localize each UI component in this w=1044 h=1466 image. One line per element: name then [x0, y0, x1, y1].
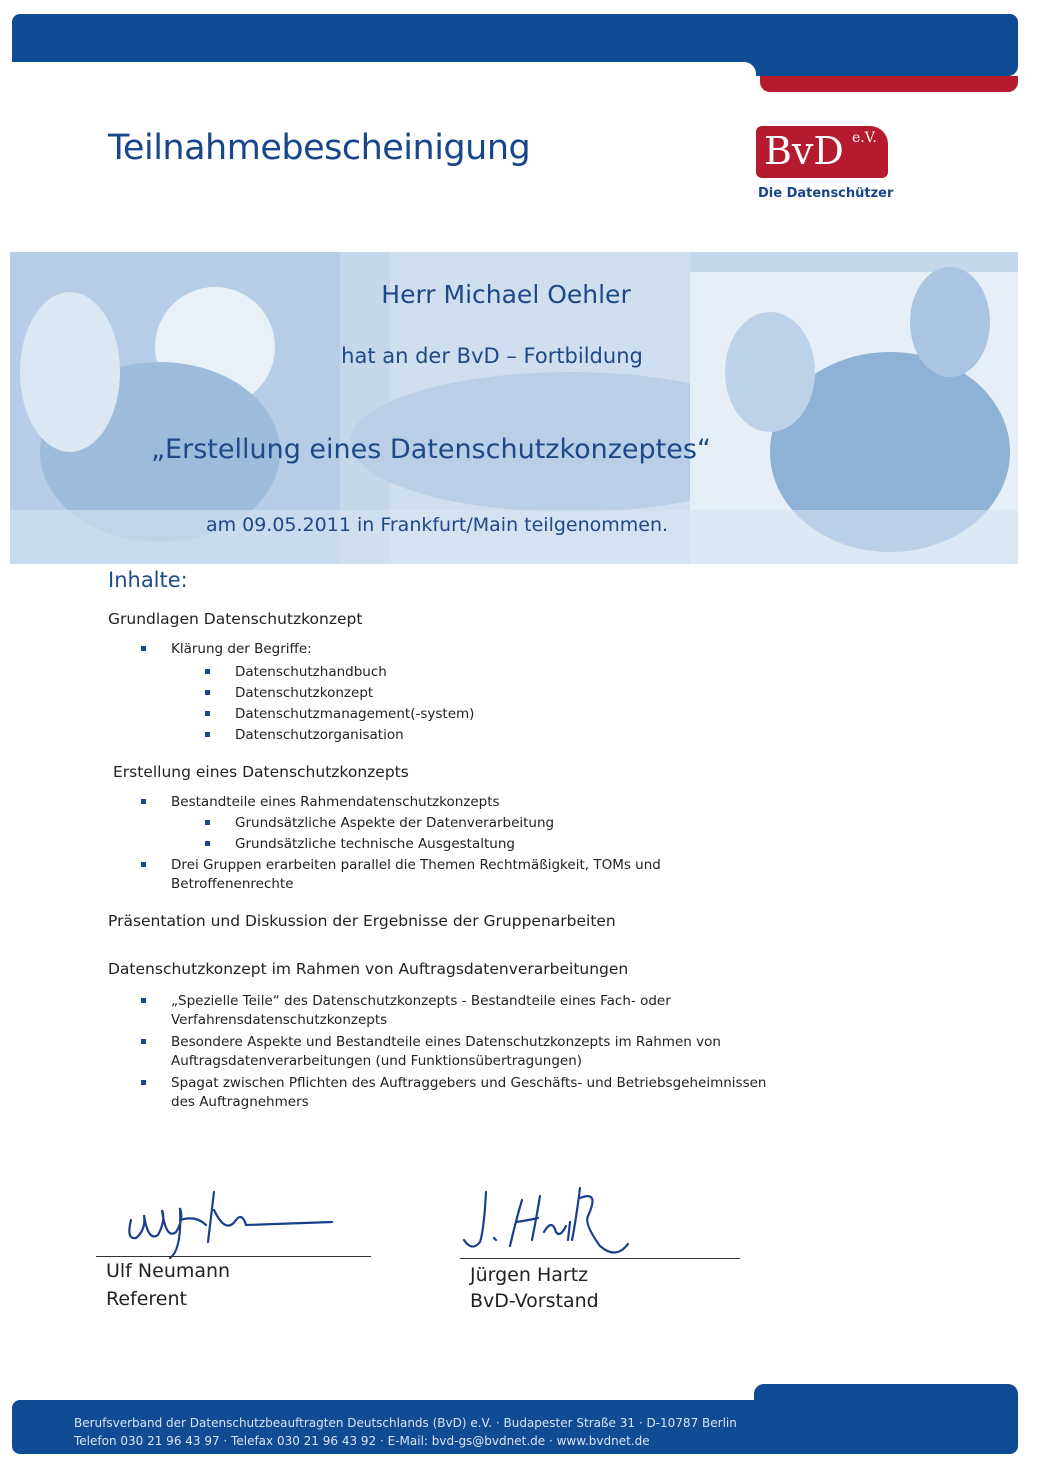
header-bar-notch	[12, 62, 756, 82]
section-erstellung	[113, 763, 813, 894]
list-item: Grundsätzliche Aspekte der Datenverarbeitung	[108, 814, 813, 833]
signature-block-left	[96, 1180, 396, 1320]
list-item: Datenschutzorganisation	[108, 726, 808, 745]
bullet-list	[108, 793, 813, 894]
signer-role: Referent	[106, 1288, 187, 1310]
section-title: Präsentation und Diskussion der Ergebnisse der Gruppenarbeiten	[108, 912, 616, 930]
logo-mark	[756, 126, 888, 178]
list-item: Besondere Aspekte und Bestandteile eines Datenschutzkonzepts im Rahmen von	[108, 1033, 808, 1052]
section-title: Datenschutzkonzept im Rahmen von Auftragsdatenverarbeitungen	[108, 960, 629, 978]
handwritten-signature-neumann	[96, 1180, 396, 1260]
document-title: Teilnahmebescheinigung	[108, 128, 531, 168]
header-accent	[760, 76, 1018, 92]
list-item: Spagat zwischen Pflichten des Auftraggebers und Geschäfts- und Betriebsgeheimnissen	[108, 1074, 808, 1093]
logo-tagline: Die Datenschützer	[758, 186, 894, 201]
list-item-continuation: Betroffenenrechte	[171, 876, 294, 892]
participant-name: Herr Michael Oehler	[381, 280, 631, 309]
list-item-continuation: des Auftragnehmers	[171, 1094, 309, 1110]
contents-heading: Inhalte:	[108, 568, 188, 592]
footer-contact: Telefon 030 21 96 43 97 · Telefax 030 21 96 43 92 · E-Mail: bvd-gs@bvdnet.de · www.bvdnet.de	[74, 1434, 650, 1448]
signer-name: Jürgen Hartz	[470, 1264, 589, 1286]
list-item: „Spezielle Teile“ des Datenschutzkonzepts - Bestandteile eines Fach- oder	[108, 992, 808, 1011]
bvd-logo	[756, 126, 896, 208]
list-item-continuation: Verfahrensdatenschutzkonzepts	[171, 1012, 388, 1028]
list-item: Drei Gruppen erarbeiten parallel die Themen Rechtmäßigkeit, TOMs und	[108, 856, 813, 875]
list-item: Datenschutzmanagement(-system)	[108, 705, 808, 724]
signature-block-right	[460, 1180, 750, 1320]
list-item: Klärung der Begriffe:	[108, 640, 808, 659]
list-item: Bestandteile eines Rahmendatenschutzkonzepts	[108, 793, 813, 812]
list-item: Datenschutzkonzept	[108, 684, 808, 703]
section-praesentation	[108, 912, 808, 930]
event-intro: hat an der BvD – Fortbildung	[341, 344, 643, 368]
footer-bar	[12, 1400, 1018, 1454]
list-item-continuation: Auftragsdatenverarbeitungen (und Funktionsübertragungen)	[171, 1053, 583, 1069]
section-grundlagen	[108, 610, 808, 745]
signature-line	[96, 1256, 371, 1257]
logo-suffix: e.V.	[852, 130, 877, 146]
signer-name: Ulf Neumann	[106, 1260, 231, 1282]
footer-address: Berufsverband der Datenschutzbeauftragten Deutschlands (BvD) e.V. · Budapester Straße 31 · D-10787 Berlin	[74, 1416, 737, 1430]
photo-banner	[10, 252, 1018, 564]
logo-brand: BvD	[764, 129, 844, 173]
signer-role: BvD-Vorstand	[470, 1290, 599, 1312]
bullet-list	[108, 640, 808, 745]
event-date-location: am 09.05.2011 in Frankfurt/Main teilgenommen.	[205, 514, 669, 536]
course-title: „Erstellung eines Datenschutzkonzeptes“	[151, 434, 711, 465]
section-title: Grundlagen Datenschutzkonzept	[108, 610, 363, 628]
section-title: Erstellung eines Datenschutzkonzepts	[113, 763, 409, 781]
bullet-list	[108, 992, 808, 1112]
signature-line	[460, 1258, 740, 1259]
list-item: Datenschutzhandbuch	[108, 663, 808, 682]
section-auftragsdatenverarbeitung	[108, 960, 808, 1112]
list-item: Grundsätzliche technische Ausgestaltung	[108, 835, 813, 854]
